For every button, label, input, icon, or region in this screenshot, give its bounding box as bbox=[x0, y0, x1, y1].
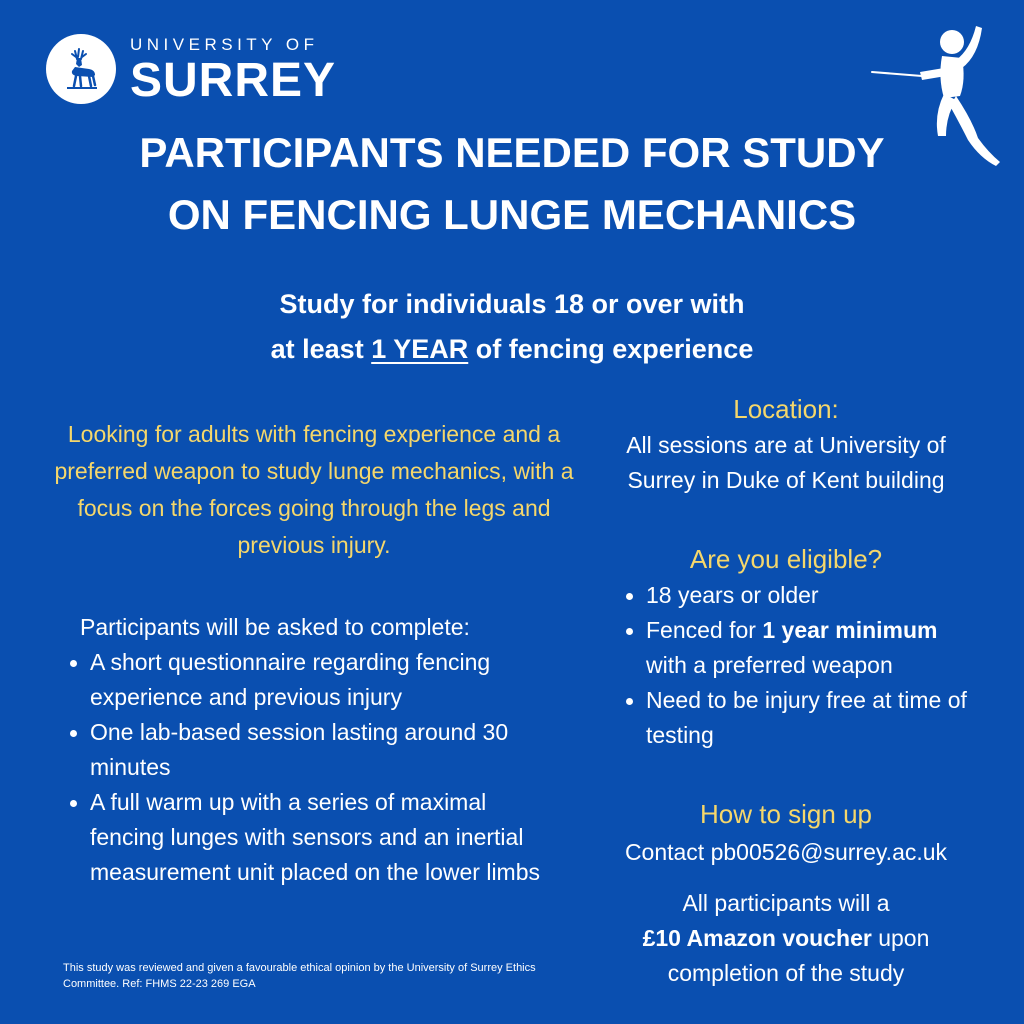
university-logo bbox=[46, 32, 336, 105]
stag-crest-icon bbox=[46, 34, 116, 104]
location-heading: Location: bbox=[733, 394, 839, 424]
tasks-section bbox=[66, 610, 566, 890]
logo-line-1: UNIVERSITY OF bbox=[130, 35, 319, 54]
list-item: Need to be injury free at time of testing bbox=[622, 683, 982, 753]
subtitle bbox=[0, 282, 1024, 372]
subtitle-pre: at least bbox=[270, 334, 372, 364]
tasks-list bbox=[66, 645, 566, 890]
ethics-note: This study was reviewed and given a favourable ethical opinion by the University of Surrey Ethics Committee. Ref: FHMS 22-23 269 EGA bbox=[63, 962, 536, 990]
elig-bold: 1 year minimum bbox=[762, 617, 938, 643]
signup-heading: How to sign up bbox=[700, 799, 872, 829]
location-body: All sessions are at University of Surrey in Duke of Kent building bbox=[626, 432, 946, 493]
title-line-2: ON FENCING LUNGE MECHANICS bbox=[167, 191, 857, 238]
elig-pre: Fenced for bbox=[646, 617, 763, 643]
list-item bbox=[622, 613, 982, 683]
signup-section bbox=[590, 795, 982, 991]
subtitle-line-1: Study for individuals 18 or over with bbox=[279, 289, 745, 319]
location-section bbox=[590, 390, 982, 498]
tasks-heading: Participants will be asked to complete: bbox=[80, 614, 470, 640]
list-item: A short questionnaire regarding fencing experience and previous injury bbox=[66, 645, 566, 715]
logo-line-2: SURREY bbox=[130, 54, 337, 107]
reward-post: upon completion of the study bbox=[667, 925, 930, 986]
reward-bold: £10 Amazon voucher bbox=[642, 925, 872, 951]
eligibility-heading: Are you eligible? bbox=[689, 544, 883, 574]
page-title bbox=[0, 122, 1024, 246]
list-item: A full warm up with a series of maximal fencing lunges with sensors and an inertial measurement unit placed on the lower limbs bbox=[66, 785, 566, 890]
list-item: One lab-based session lasting around 30 minutes bbox=[66, 715, 566, 785]
reward-line-1: All participants will a bbox=[682, 890, 890, 916]
title-line-1: PARTICIPANTS NEEDED FOR STUDY bbox=[139, 129, 885, 176]
intro-paragraph: Looking for adults with fencing experience and a preferred weapon to study lunge mechanics, with a focus on the forces going through the legs and previous injury. bbox=[54, 421, 574, 558]
signup-reward bbox=[590, 886, 982, 991]
subtitle-underlined: 1 YEAR bbox=[371, 334, 469, 364]
elig-post: with a preferred weapon bbox=[646, 652, 893, 678]
reward-line-2 bbox=[630, 921, 942, 991]
list-item: 18 years or older bbox=[622, 578, 982, 613]
subtitle-post: of fencing experience bbox=[468, 334, 754, 364]
signup-contact: Contact pb00526@surrey.ac.uk bbox=[624, 839, 948, 865]
eligibility-list bbox=[590, 578, 982, 753]
subtitle-line-2 bbox=[0, 327, 1024, 372]
eligibility-section bbox=[590, 540, 982, 753]
